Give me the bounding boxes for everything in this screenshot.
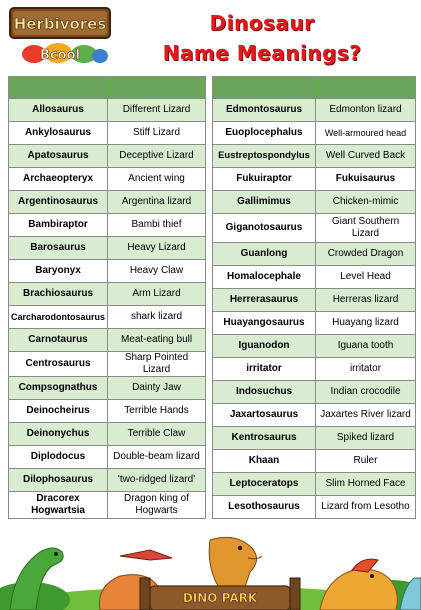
dino-name: Iguanodon: [213, 335, 316, 358]
dino-meaning: Terrible Hands: [108, 400, 206, 423]
table-row: [213, 335, 416, 358]
dino-meaning: Level Head: [316, 266, 416, 289]
dino-meaning: Dainty Jaw: [108, 377, 206, 400]
dino-name: Carnotaurus: [9, 329, 108, 352]
table-row: [213, 99, 416, 122]
dino-meaning: shark lizard: [108, 306, 206, 329]
dino-name: Carcharodontosaurus: [9, 306, 108, 329]
dino-meaning: Meat-eating bull: [108, 329, 206, 352]
dino-name: Allosaurus: [9, 99, 108, 122]
dino-meaning: Well-armoured head: [316, 122, 416, 145]
table-row: [213, 496, 416, 519]
dino-name: Kentrosaurus: [213, 427, 316, 450]
table-row: [9, 377, 206, 400]
dino-name: Apatosaurus: [9, 145, 108, 168]
dino-meaning: Dragon king of Hogwarts: [108, 492, 206, 519]
table-row: [213, 191, 416, 214]
table-row: [9, 329, 206, 352]
table-row: [213, 473, 416, 496]
dino-name: Gallimimus: [213, 191, 316, 214]
dino-name: Eustreptospondylus: [213, 145, 316, 168]
table-row: [213, 358, 416, 381]
dino-meaning: Jaxartes River lizard: [316, 404, 416, 427]
dino-name: Deinocheirus: [9, 400, 108, 423]
dino-name: Guanlong: [213, 243, 316, 266]
dino-name: Centrosaurus: [9, 352, 108, 377]
dino-meaning: Ruler: [316, 450, 416, 473]
dino-meaning: Chicken-mimic: [316, 191, 416, 214]
dino-park-illustration: [0, 530, 421, 610]
dino-meaning: Spiked lizard: [316, 427, 416, 450]
dino-meaning: Crowded Dragon: [316, 243, 416, 266]
dino-name: Euoplocephalus: [213, 122, 316, 145]
dino-name: Indosuchus: [213, 381, 316, 404]
table-row: [213, 289, 416, 312]
table-header-row: [213, 77, 416, 99]
dino-name: Huayangosaurus: [213, 312, 316, 335]
dino-meaning: Double-beam lizard: [108, 446, 206, 469]
table-row: [213, 381, 416, 404]
logo-sub: Bcool: [40, 48, 80, 63]
dino-meaning: 'two-ridged lizard': [108, 469, 206, 492]
page-title: [112, 8, 412, 68]
dino-meaning: Well Curved Back: [316, 145, 416, 168]
dino-name: Deinonychus: [9, 423, 108, 446]
right-name-table: [212, 76, 416, 519]
dino-meaning: Slim Horned Face: [316, 473, 416, 496]
dino-meaning: Terrible Claw: [108, 423, 206, 446]
dino-meaning: Stiff Lizard: [108, 122, 206, 145]
dino-name: Dracorex Hogwartsia: [9, 492, 108, 519]
table-row: [213, 145, 416, 168]
table-row: [9, 122, 206, 145]
table-row: [9, 423, 206, 446]
dino-name: Archaeopteryx: [9, 168, 108, 191]
table-row: [9, 237, 206, 260]
table-row: [213, 266, 416, 289]
dino-name: Khaan: [213, 450, 316, 473]
dino-meaning: Ancient wing: [108, 168, 206, 191]
dino-name: Lesothosaurus: [213, 496, 316, 519]
table-row: [9, 145, 206, 168]
table-row: [213, 312, 416, 335]
dino-name: Compsognathus: [9, 377, 108, 400]
table-row: [213, 243, 416, 266]
dino-name: Edmontosaurus: [213, 99, 316, 122]
dino-name: Fukuiraptor: [213, 168, 316, 191]
dino-name: irritator: [213, 358, 316, 381]
dino-meaning: Lizard from Lesotho: [316, 496, 416, 519]
herbivores-logo: [8, 6, 112, 68]
table-header-row: [9, 77, 206, 99]
table-row: [213, 122, 416, 145]
dino-name: Herrerasaurus: [213, 289, 316, 312]
dino-meaning: Fukuisaurus: [316, 168, 416, 191]
dino-meaning: Heavy Claw: [108, 260, 206, 283]
dino-name: Dilophosaurus: [9, 469, 108, 492]
table-row: [9, 260, 206, 283]
dino-name: Jaxartosaurus: [213, 404, 316, 427]
table-row: [9, 492, 206, 519]
dino-meaning: irritator: [316, 358, 416, 381]
dino-name: Giganotosaurus: [213, 214, 316, 243]
table-row: [213, 404, 416, 427]
dino-meaning: Argentina lizard: [108, 191, 206, 214]
table-row: [9, 306, 206, 329]
dino-meaning: Arm Lizard: [108, 283, 206, 306]
title-line-1: Dinosaur: [209, 11, 315, 35]
dino-meaning: Herreras lizard: [316, 289, 416, 312]
table-row: [9, 214, 206, 237]
dino-name: Ankylosaurus: [9, 122, 108, 145]
table-row: [213, 214, 416, 243]
dino-meaning: Deceptive Lizard: [108, 145, 206, 168]
table-row: [213, 450, 416, 473]
dino-meaning: Heavy Lizard: [108, 237, 206, 260]
dino-name: Bambiraptor: [9, 214, 108, 237]
table-row: [9, 352, 206, 377]
dino-meaning: Huayang lizard: [316, 312, 416, 335]
dino-name: Homalocephale: [213, 266, 316, 289]
table-row: [9, 469, 206, 492]
table-row: [9, 400, 206, 423]
dino-meaning: Different Lizard: [108, 99, 206, 122]
dino-name: Barosaurus: [9, 237, 108, 260]
dino-meaning: Indian crocodile: [316, 381, 416, 404]
dino-name: Argentinosaurus: [9, 191, 108, 214]
logo-label: Herbivores: [13, 15, 107, 33]
dino-name: Leptoceratops: [213, 473, 316, 496]
dino-meaning: Bambi thief: [108, 214, 206, 237]
dino-name: Brachiosaurus: [9, 283, 108, 306]
table-row: [9, 168, 206, 191]
dino-meaning: Giant Southern Lizard: [316, 214, 416, 243]
dino-meaning: Edmonton lizard: [316, 99, 416, 122]
table-row: [213, 168, 416, 191]
dino-park-sign: DINO PARK: [182, 591, 258, 605]
table-row: [9, 446, 206, 469]
table-row: [9, 191, 206, 214]
title-line-2: Name Meanings?: [162, 41, 362, 65]
dino-name: Diplodocus: [9, 446, 108, 469]
table-row: [213, 427, 416, 450]
left-name-table: [8, 76, 206, 519]
dino-meaning: Sharp Pointed Lizard: [108, 352, 206, 377]
dino-name: Baryonyx: [9, 260, 108, 283]
table-row: [9, 99, 206, 122]
table-row: [9, 283, 206, 306]
dino-meaning: Iguana tooth: [316, 335, 416, 358]
